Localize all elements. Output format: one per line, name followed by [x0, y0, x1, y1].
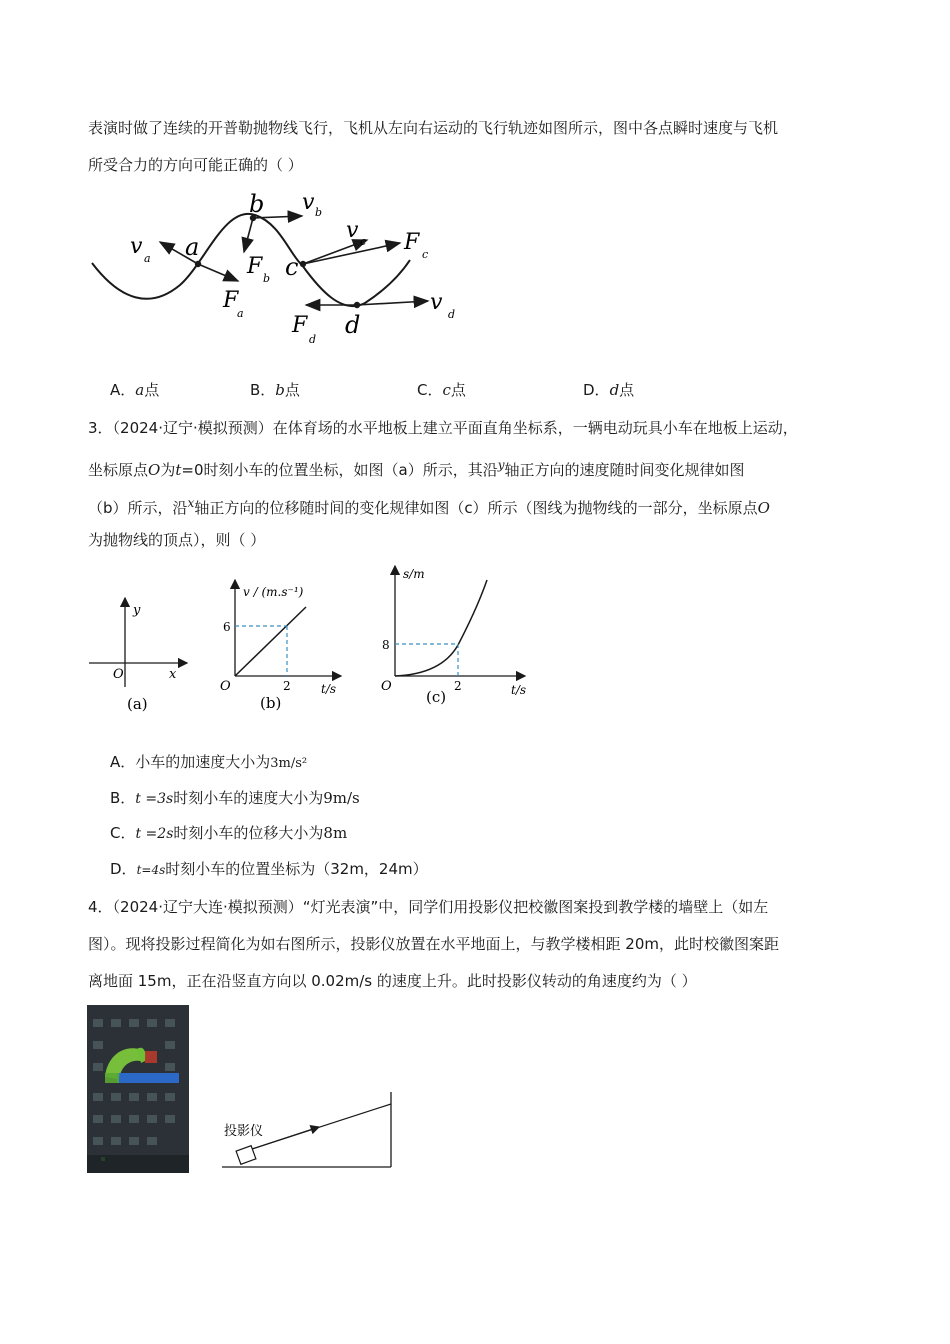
force-vector-a — [198, 264, 238, 281]
fig-c-x-label: t/s — [511, 683, 527, 697]
label-Fb: F — [247, 254, 263, 279]
q4-line3: 离地面 15m，正在沿竖直方向以 0.02m/s 的速度上升。此时投影仪转动的角速度约为（ ） — [88, 972, 697, 990]
label-va: v — [130, 234, 143, 259]
label-Fa-sub: a — [237, 307, 244, 320]
q2-option-d[interactable]: D．d点 — [583, 381, 635, 399]
label-Fd: F — [292, 313, 308, 338]
q2-option-a[interactable]: A．a点 — [110, 381, 160, 399]
fig-a-y-label: y — [133, 603, 141, 618]
fig-c-origin: O — [381, 679, 392, 694]
projection-emblem-image — [87, 1005, 189, 1173]
label-Fa: F — [223, 288, 239, 313]
q3-option-d[interactable]: D．t=4s时刻小车的位置坐标为（32m，24m） — [110, 860, 428, 878]
fig-b-y-label: v / (m.s⁻¹) — [243, 585, 304, 599]
q3-line1: 3．（2024·辽宁·模拟预测）在体育场的水平地板上建立平面直角坐标系，一辆电动玩具小车在地板上运动， — [88, 419, 798, 437]
q2-option-b[interactable]: B．b点 — [250, 381, 300, 399]
label-a: a — [185, 233, 200, 261]
label-va-sub: a — [144, 252, 151, 265]
projector-label: 投影仪 — [224, 1124, 264, 1139]
label-vd-sub: d — [448, 308, 456, 321]
q3-figure-a — [85, 592, 195, 717]
q4-line1: 4．（2024·辽宁大连·模拟预测）“灯光表演”中，同学们用投影仪把校徽图案投到教学楼的墙壁上（如左 — [88, 898, 769, 916]
fig-c-y-label: s/m — [403, 567, 425, 581]
fig-b-tick-6: 6 — [223, 620, 231, 634]
fig-b-caption: (b) — [260, 694, 282, 712]
label-Fd-sub: d — [309, 333, 317, 346]
label-vb: v — [302, 190, 315, 215]
label-b: b — [249, 190, 265, 218]
q3-line4: 为抛物线的顶点），则（ ） — [88, 531, 266, 549]
fig-b-origin: O — [220, 679, 231, 694]
label-d: d — [345, 311, 361, 339]
q3-figure-b — [215, 570, 345, 718]
label-Fb-sub: b — [263, 272, 271, 285]
force-vector-b — [244, 218, 253, 252]
label-Fc-sub: c — [422, 248, 429, 261]
fig-b-x-label: t/s — [321, 682, 337, 696]
label-vc-sub: c — [360, 235, 367, 248]
q3-line3: （b）所示，沿$^x$轴正方向的位移随时间的变化规律如图（c）所示（图线为抛物线的一部分，坐标原点O — [88, 496, 770, 517]
q3-figure-c — [375, 560, 535, 710]
label-vb-sub: b — [315, 206, 323, 219]
fig-a-origin: O — [113, 667, 124, 682]
q2-option-c[interactable]: C．c点 — [417, 381, 466, 399]
label-vd: v — [430, 290, 443, 315]
fig-a-x-label: x — [169, 667, 177, 682]
q3-option-c[interactable]: C．t =2s时刻小车的位移大小为8m — [110, 824, 348, 842]
fig-a-caption: (a) — [127, 695, 148, 713]
q3-line2: 坐标原点O为t=0时刻小车的位置坐标，如图（a）所示，其沿$^y$轴正方向的速度随时间变化规律如图 — [88, 458, 745, 479]
projector-diagram — [218, 1090, 398, 1170]
q4-line2: 图）。现将投影过程简化为如右图所示，投影仪放置在水平地面上，与教学楼相距 20m，此时校徽图案距 — [88, 935, 779, 953]
fig-c-caption: (c) — [426, 688, 447, 706]
fig-c-tick-8: 8 — [382, 638, 390, 652]
label-c: c — [285, 253, 299, 281]
building-photo — [87, 1005, 189, 1173]
fig-b-tick-2: 2 — [283, 679, 291, 693]
q2-stem-line2: 所受合力的方向可能正确的（ ） — [88, 156, 303, 174]
label-Fc: F — [404, 230, 420, 255]
label-vc: v — [346, 218, 359, 243]
q3-option-b[interactable]: B．t =3s时刻小车的速度大小为9m/s — [110, 789, 360, 807]
q2-stem-line1: 表演时做了连续的开普勒抛物线飞行，飞机从左向右运动的飞行轨迹如图所示，图中各点瞬时速度与飞机 — [88, 119, 779, 137]
q2-trajectory-figure — [80, 185, 480, 360]
fig-c-tick-2: 2 — [454, 679, 462, 693]
q3-option-a[interactable]: A．小车的加速度大小为3m/s² — [110, 753, 308, 771]
